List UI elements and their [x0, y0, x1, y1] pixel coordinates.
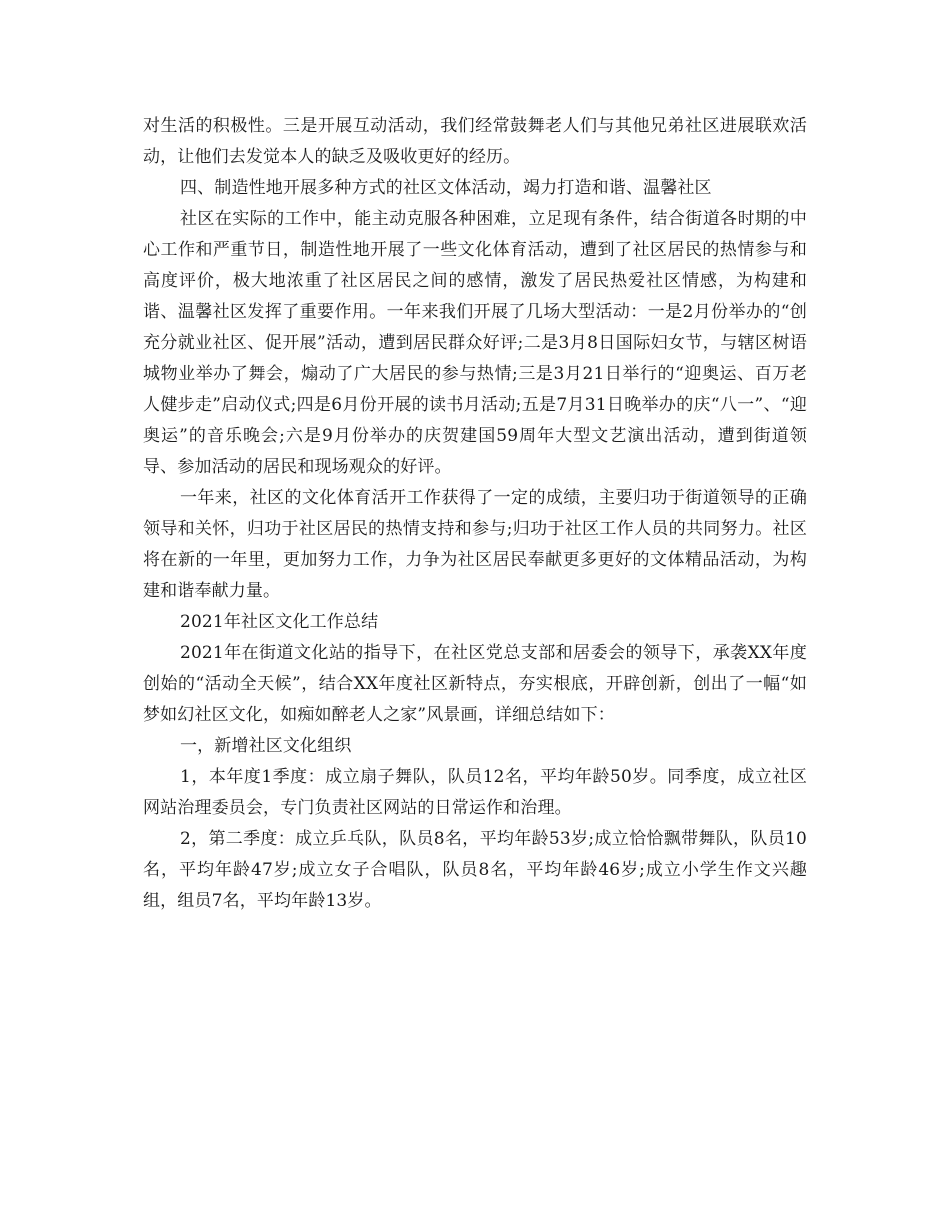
paragraph: 社区在实际的工作中，能主动克服各种困难，立足现有条件，结合街道各时期的中心工作和严重节日，制造性地开展了一些文化体育活动，遭到了社区居民的热情参与和高度评价，极大地浓重了社区居民之间的感情，激发了居民热爱社区情感，为构建和谐、温馨社区发挥了重要作用。一年来我们开展了几场大型活动：一是2月份举办的“创充分就业社区、促开展”活动，遭到居民群众好评;二是3月8日国际妇女节，与辖区树语城物业举办了舞会，煽动了广大居民的参与热情;三是3月21日举行的“迎奥运、百万老人健步走”启动仪式;四是6月份开展的读书月活动;五是7月31日晚举办的庆“八一”、“迎奥运”的音乐晚会;六是9月份举办的庆贺建国59周年大型文艺演出活动，遭到街道领导、参加活动的居民和现场观众的好评。 [143, 209, 807, 477]
section-heading: 一，新增社区文化组织 [180, 736, 352, 756]
paragraph: 2021年在街道文化站的指导下，在社区党总支部和居委会的领导下，承袭XX年度创始的“活动全天候”，结合XX年度社区新特点，夯实根底，开辟创新，创出了一幅“如梦如幻社区文化，如痴如醉老人之家”风景画，详细总结如下： [143, 643, 807, 725]
section-heading: 四、制造性地开展多种方式的社区文体活动，竭力打造和谐、温馨社区 [180, 178, 712, 198]
list-item: 2，第二季度：成立乒乓队，队员8名，平均年龄53岁;成立恰恰飘带舞队，队员10名，平均年龄47岁;成立女子合唱队，队员8名，平均年龄46岁;成立小学生作文兴趣组，组员7名，平均年龄13岁。 [143, 829, 807, 911]
document-title: 2021年社区文化工作总结 [180, 612, 379, 632]
list-item: 1，本年度1季度：成立扇子舞队，队员12名，平均年龄50岁。同季度，成立社区网站治理委员会，专门负责社区网站的日常运作和治理。 [143, 767, 807, 818]
paragraph: 一年来，社区的文化体育活开工作获得了一定的成绩，主要归功于街道领导的正确领导和关怀，归功于社区居民的热情支持和参与;归功于社区工作人员的共同努力。社区将在新的一年里，更加努力工作，力争为社区居民奉献更多更好的文体精品活动，为构建和谐奉献力量。 [143, 488, 807, 601]
paragraph: 对生活的积极性。三是开展互动活动，我们经常鼓舞老人们与其他兄弟社区进展联欢活动，让他们去发觉本人的缺乏及吸收更好的经历。 [143, 116, 807, 167]
document-body [143, 111, 807, 917]
